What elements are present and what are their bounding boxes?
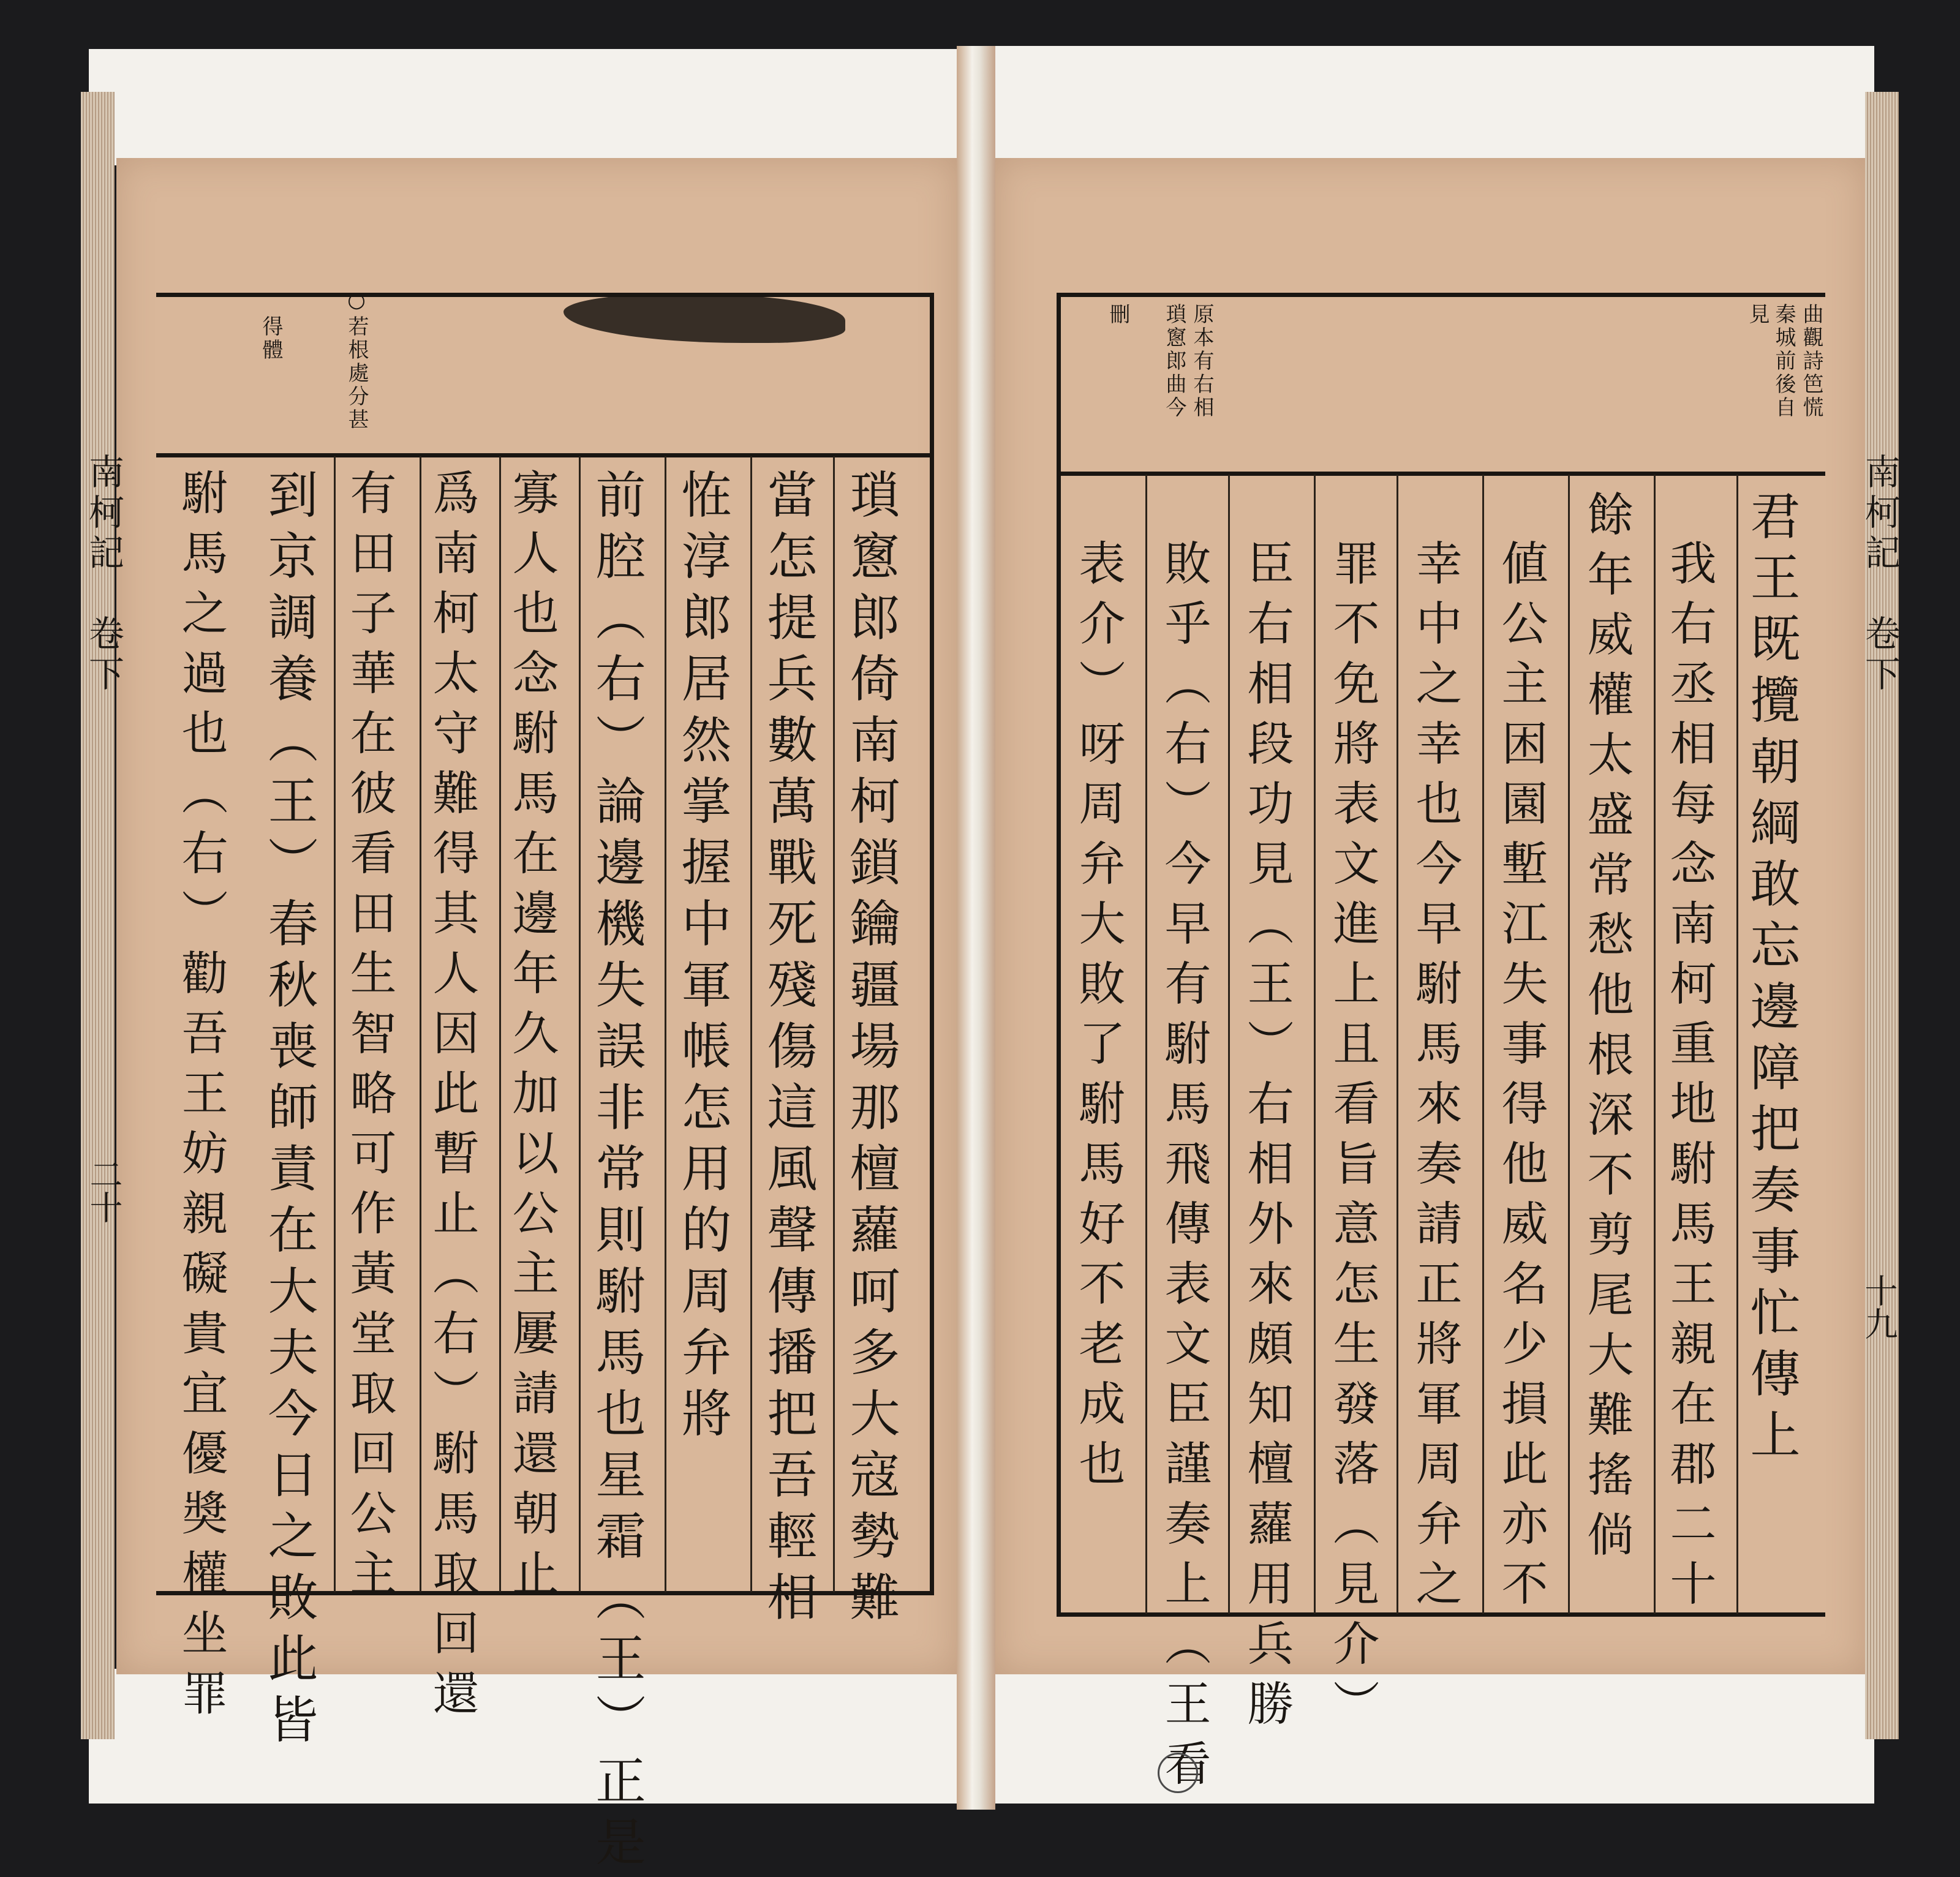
library-seal-icon — [1158, 1753, 1198, 1793]
right-column-2: 我右丞相每念南柯重地駙馬王親在郡二十 — [1662, 539, 1717, 1619]
left-col-divider — [750, 456, 752, 1592]
left-column-8: 到京調養（王）春秋喪師責在大夫今日之敗此皆 — [260, 468, 318, 1755]
right-top-note-edge: 見 — [1745, 303, 1770, 326]
left-column-6: 爲南柯太守難得其人因此暫止（右）駙馬取回還 — [425, 468, 480, 1729]
left-column-7: 有田子華在彼看田生智略可作黃堂取回公主 — [342, 468, 397, 1609]
right-column-3: 餘年威權太盛常愁他根深不剪尾大難搖倘 — [1580, 490, 1634, 1570]
left-column-9: 駙馬之過也（右）勸吾王妨親礙貴宜優奬權坐罪 — [174, 468, 228, 1729]
left-col-divider — [499, 456, 501, 1592]
right-top-note: 瑣窻郎曲今 — [1162, 303, 1186, 419]
right-column-1: 君王既攬朝綱敢忘邊障把奏事忙傳上 — [1742, 490, 1800, 1470]
right-top-note-edge: 秦城前後自 — [1771, 303, 1796, 419]
right-col-divider — [1145, 475, 1147, 1614]
left-col-divider — [420, 456, 421, 1592]
right-top-note: 刪 — [1106, 303, 1130, 326]
left-column-4: 前腔（右）論邊機失誤非常則駙馬也星霜（王）正是 — [587, 468, 646, 1877]
right-column-8: 敗乎（右）今早有駙馬飛傳表文臣謹奏上（王看 — [1157, 539, 1212, 1799]
left-column-2: 當怎提兵數萬戰死殘傷這風聲傳播把吾輕相 — [759, 468, 817, 1632]
right-page-bottom-edge — [992, 1669, 1874, 1804]
left-col-divider — [665, 456, 666, 1592]
left-column-1: 瑣窻郎倚南柯鎖鑰疆場那檀蘿呵多大寇勢難 — [842, 468, 900, 1632]
right-column-5: 幸中之幸也今早駙馬來奏請正將軍周弁之 — [1408, 539, 1463, 1619]
left-page-top-edge — [89, 49, 959, 165]
right-col-divider — [1568, 475, 1570, 1614]
right-column-4: 値公主困園塹江失事得他威名少損此亦不 — [1494, 539, 1548, 1619]
left-page-head-rule — [156, 453, 934, 457]
left-col-divider — [833, 456, 835, 1592]
left-top-note-circle: ○ — [344, 288, 369, 315]
right-page-head-rule — [1057, 472, 1825, 476]
right-col-divider — [1228, 475, 1230, 1614]
right-fold-label: 南柯記 卷下 — [1859, 453, 1901, 696]
right-col-divider — [1396, 475, 1398, 1614]
right-page-top-edge — [992, 46, 1874, 165]
right-col-divider — [1736, 475, 1738, 1614]
right-column-9: 表介）呀周弁大敗了駙馬好不老成也 — [1071, 539, 1126, 1499]
right-page-stack — [1865, 92, 1899, 1739]
left-col-divider — [334, 456, 336, 1592]
right-col-divider — [1314, 475, 1316, 1614]
left-col-divider — [579, 456, 581, 1592]
left-page-stack — [81, 92, 115, 1739]
left-fold-page-number: 二十 — [85, 1157, 123, 1224]
left-top-note: 得體 — [258, 315, 283, 362]
right-fold-page-number: 十九 — [1860, 1274, 1898, 1340]
left-column-5: 寡人也念駙馬在邊年久加以公主屢請還朝止 — [505, 468, 559, 1609]
right-top-note-edge: 曲觀詩笆慌 — [1799, 303, 1823, 419]
right-col-divider — [1482, 475, 1484, 1614]
right-column-6: 罪不免將表文進上且看旨意怎生發落（見介） — [1325, 539, 1380, 1739]
right-column-7: 臣右相段功見（王）右相外來頗知檀蘿用兵勝 — [1240, 539, 1294, 1739]
left-column-3: 恠淳郎居然掌握中軍帳怎用的周弁將 — [673, 468, 731, 1448]
right-top-note: 原本有右相 — [1189, 303, 1214, 419]
left-top-note: 若根處分甚 — [344, 315, 369, 432]
book-spine — [957, 46, 995, 1810]
right-col-divider — [1654, 475, 1656, 1614]
left-fold-label: 南柯記 卷下 — [83, 453, 124, 696]
